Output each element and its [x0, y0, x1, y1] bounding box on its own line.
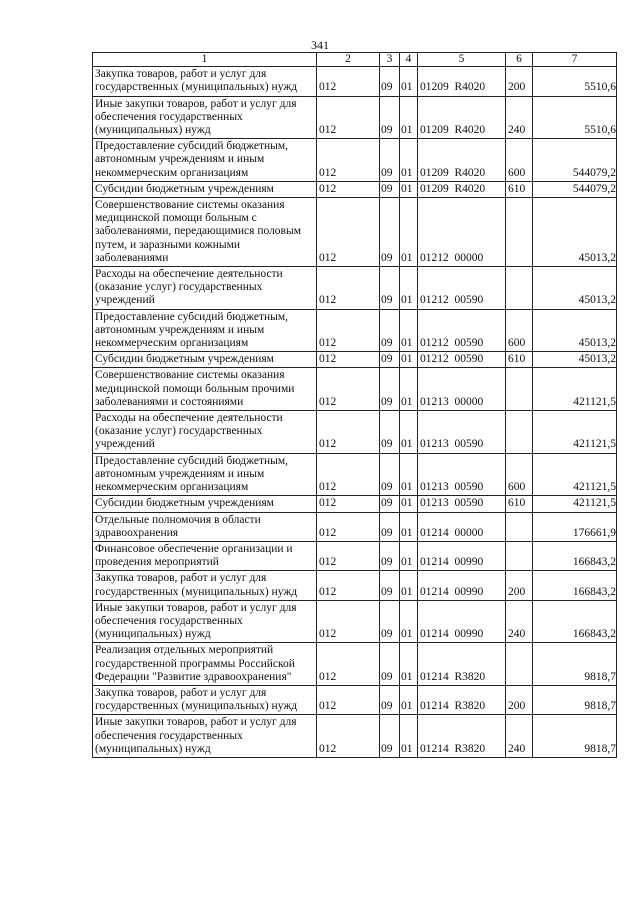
section-cell: 09 [380, 643, 400, 686]
amount-cell: 544079,2 [533, 139, 617, 182]
table-row [93, 198, 617, 267]
code-cell: 012 [317, 309, 380, 352]
code-cell: 012 [317, 139, 380, 182]
row-name-cell: Иные закупки товаров, работ и услуг для обеспечения государственных (муниципальных) нужд [93, 96, 317, 139]
code-cell: 012 [317, 96, 380, 139]
section-cell: 09 [380, 411, 400, 454]
subsection-cell: 01 [400, 541, 418, 570]
target-article-cell: 01214 R3820 [418, 715, 506, 758]
expense-type-cell [506, 198, 533, 267]
target-article-cell: 01214 R3820 [418, 685, 506, 714]
expense-type-cell: 200 [506, 685, 533, 714]
target-article-cell: 01213 00590 [418, 453, 506, 496]
row-name-cell: Расходы на обеспечение деятельности (оказание услуг) государственных учреждений [93, 267, 317, 310]
code-cell: 012 [317, 685, 380, 714]
code-cell: 012 [317, 368, 380, 411]
table-row [93, 139, 617, 182]
amount-cell: 5510,6 [533, 67, 617, 96]
amount-cell: 166843,2 [533, 541, 617, 570]
section-cell: 09 [380, 600, 400, 643]
table-row [93, 267, 617, 310]
table-row [93, 309, 617, 352]
row-name-cell: Субсидии бюджетным учреждениям [93, 496, 317, 512]
amount-cell: 421121,5 [533, 453, 617, 496]
amount-cell: 45013,2 [533, 309, 617, 352]
expense-type-cell: 200 [506, 67, 533, 96]
expense-type-cell: 600 [506, 453, 533, 496]
row-name-cell: Закупка товаров, работ и услуг для государственных (муниципальных) нужд [93, 67, 317, 96]
section-cell: 09 [380, 139, 400, 182]
target-article-cell: 01209 R4020 [418, 139, 506, 182]
section-cell: 09 [380, 453, 400, 496]
code-cell: 012 [317, 198, 380, 267]
expense-type-cell: 610 [506, 496, 533, 512]
subsection-cell: 01 [400, 496, 418, 512]
subsection-cell: 01 [400, 411, 418, 454]
subsection-cell: 01 [400, 685, 418, 714]
table-row [93, 496, 617, 512]
target-article-cell: 01212 00590 [418, 267, 506, 310]
expense-type-cell [506, 541, 533, 570]
subsection-cell: 01 [400, 181, 418, 197]
subsection-cell: 01 [400, 267, 418, 310]
section-cell: 09 [380, 685, 400, 714]
table-row [93, 96, 617, 139]
row-name-cell: Закупка товаров, работ и услуг для государственных (муниципальных) нужд [93, 571, 317, 600]
amount-cell: 9818,7 [533, 685, 617, 714]
code-cell: 012 [317, 67, 380, 96]
expense-type-cell: 240 [506, 600, 533, 643]
row-name-cell: Закупка товаров, работ и услуг для государственных (муниципальных) нужд [93, 685, 317, 714]
section-cell: 09 [380, 309, 400, 352]
code-cell: 012 [317, 541, 380, 570]
column-header: 4 [400, 53, 418, 67]
row-name-cell: Иные закупки товаров, работ и услуг для обеспечения государственных (муниципальных) нужд [93, 600, 317, 643]
section-cell: 09 [380, 512, 400, 541]
expense-type-cell [506, 368, 533, 411]
amount-cell: 544079,2 [533, 181, 617, 197]
subsection-cell: 01 [400, 368, 418, 411]
row-name-cell: Иные закупки товаров, работ и услуг для обеспечения государственных (муниципальных) нужд [93, 715, 317, 758]
subsection-cell: 01 [400, 453, 418, 496]
target-article-cell: 01209 R4020 [418, 96, 506, 139]
row-name-cell: Расходы на обеспечение деятельности (оказание услуг) государственных учреждений [93, 411, 317, 454]
section-cell: 09 [380, 96, 400, 139]
page-number: 341 [311, 38, 329, 52]
code-cell: 012 [317, 352, 380, 368]
code-cell: 012 [317, 571, 380, 600]
expense-type-cell: 610 [506, 181, 533, 197]
code-cell: 012 [317, 453, 380, 496]
code-cell: 012 [317, 600, 380, 643]
section-cell: 09 [380, 267, 400, 310]
subsection-cell: 01 [400, 139, 418, 182]
target-article-cell: 01213 00000 [418, 368, 506, 411]
target-article-cell: 01209 R4020 [418, 67, 506, 96]
code-cell: 012 [317, 267, 380, 310]
expense-type-cell: 240 [506, 96, 533, 139]
section-cell: 09 [380, 67, 400, 96]
subsection-cell: 01 [400, 512, 418, 541]
column-header: 7 [533, 53, 617, 67]
target-article-cell: 01209 R4020 [418, 181, 506, 197]
column-header: 3 [380, 53, 400, 67]
table-row [93, 411, 617, 454]
amount-cell: 166843,2 [533, 571, 617, 600]
table-row [93, 571, 617, 600]
table-row [93, 181, 617, 197]
row-name-cell: Реализация отдельных мероприятий государственной программы Российской Федерации "Развитие здравоохранения" [93, 643, 317, 686]
row-name-cell: Субсидии бюджетным учреждениям [93, 352, 317, 368]
table-row [93, 67, 617, 96]
column-header: 5 [418, 53, 506, 67]
target-article-cell: 01214 00990 [418, 600, 506, 643]
expense-type-cell [506, 643, 533, 686]
column-header: 1 [93, 53, 317, 67]
target-article-cell: 01214 R3820 [418, 643, 506, 686]
expense-type-cell [506, 411, 533, 454]
amount-cell: 421121,5 [533, 411, 617, 454]
table-row [93, 512, 617, 541]
amount-cell: 176661,9 [533, 512, 617, 541]
table-header-row [93, 53, 617, 67]
expense-type-cell: 600 [506, 139, 533, 182]
table-row [93, 453, 617, 496]
amount-cell: 5510,6 [533, 96, 617, 139]
expense-type-cell: 610 [506, 352, 533, 368]
expense-type-cell: 240 [506, 715, 533, 758]
section-cell: 09 [380, 571, 400, 600]
amount-cell: 421121,5 [533, 496, 617, 512]
target-article-cell: 01213 00590 [418, 411, 506, 454]
expense-type-cell [506, 267, 533, 310]
target-article-cell: 01212 00000 [418, 198, 506, 267]
amount-cell: 45013,2 [533, 198, 617, 267]
code-cell: 012 [317, 496, 380, 512]
section-cell: 09 [380, 352, 400, 368]
target-article-cell: 01214 00990 [418, 571, 506, 600]
subsection-cell: 01 [400, 96, 418, 139]
row-name-cell: Совершенствование системы оказания медицинской помощи больным прочими заболеваниями и состояниями [93, 368, 317, 411]
column-header: 6 [506, 53, 533, 67]
table-row [93, 600, 617, 643]
row-name-cell: Совершенствование системы оказания медицинской помощи больным с заболеваниями, передающимися половым путем, и заразными кожными заболеваниями [93, 198, 317, 267]
row-name-cell: Предоставление субсидий бюджетным, автономным учреждениям и иным некоммерческим организациям [93, 453, 317, 496]
budget-table [92, 52, 617, 758]
section-cell: 09 [380, 715, 400, 758]
row-name-cell: Субсидии бюджетным учреждениям [93, 181, 317, 197]
amount-cell: 45013,2 [533, 352, 617, 368]
amount-cell: 9818,7 [533, 643, 617, 686]
subsection-cell: 01 [400, 352, 418, 368]
row-name-cell: Предоставление субсидий бюджетным, автономным учреждениям и иным некоммерческим организациям [93, 309, 317, 352]
target-article-cell: 01213 00590 [418, 496, 506, 512]
amount-cell: 166843,2 [533, 600, 617, 643]
target-article-cell: 01214 00000 [418, 512, 506, 541]
subsection-cell: 01 [400, 198, 418, 267]
target-article-cell: 01212 00590 [418, 309, 506, 352]
table-row [93, 643, 617, 686]
subsection-cell: 01 [400, 571, 418, 600]
section-cell: 09 [380, 368, 400, 411]
row-name-cell: Финансовое обеспечение организации и проведения мероприятий [93, 541, 317, 570]
expense-type-cell: 200 [506, 571, 533, 600]
code-cell: 012 [317, 643, 380, 686]
expense-type-cell [506, 512, 533, 541]
subsection-cell: 01 [400, 67, 418, 96]
table-row [93, 685, 617, 714]
target-article-cell: 01212 00590 [418, 352, 506, 368]
target-article-cell: 01214 00990 [418, 541, 506, 570]
code-cell: 012 [317, 411, 380, 454]
section-cell: 09 [380, 198, 400, 267]
section-cell: 09 [380, 181, 400, 197]
row-name-cell: Отдельные полномочия в области здравоохранения [93, 512, 317, 541]
code-cell: 012 [317, 715, 380, 758]
code-cell: 012 [317, 181, 380, 197]
section-cell: 09 [380, 541, 400, 570]
subsection-cell: 01 [400, 643, 418, 686]
row-name-cell: Предоставление субсидий бюджетным, автономным учреждениям и иным некоммерческим организациям [93, 139, 317, 182]
section-cell: 09 [380, 496, 400, 512]
amount-cell: 421121,5 [533, 368, 617, 411]
code-cell: 012 [317, 512, 380, 541]
amount-cell: 9818,7 [533, 715, 617, 758]
table-row [93, 368, 617, 411]
table-row [93, 715, 617, 758]
table-row [93, 352, 617, 368]
expense-type-cell: 600 [506, 309, 533, 352]
amount-cell: 45013,2 [533, 267, 617, 310]
subsection-cell: 01 [400, 715, 418, 758]
column-header: 2 [317, 53, 380, 67]
subsection-cell: 01 [400, 309, 418, 352]
subsection-cell: 01 [400, 600, 418, 643]
table-row [93, 541, 617, 570]
